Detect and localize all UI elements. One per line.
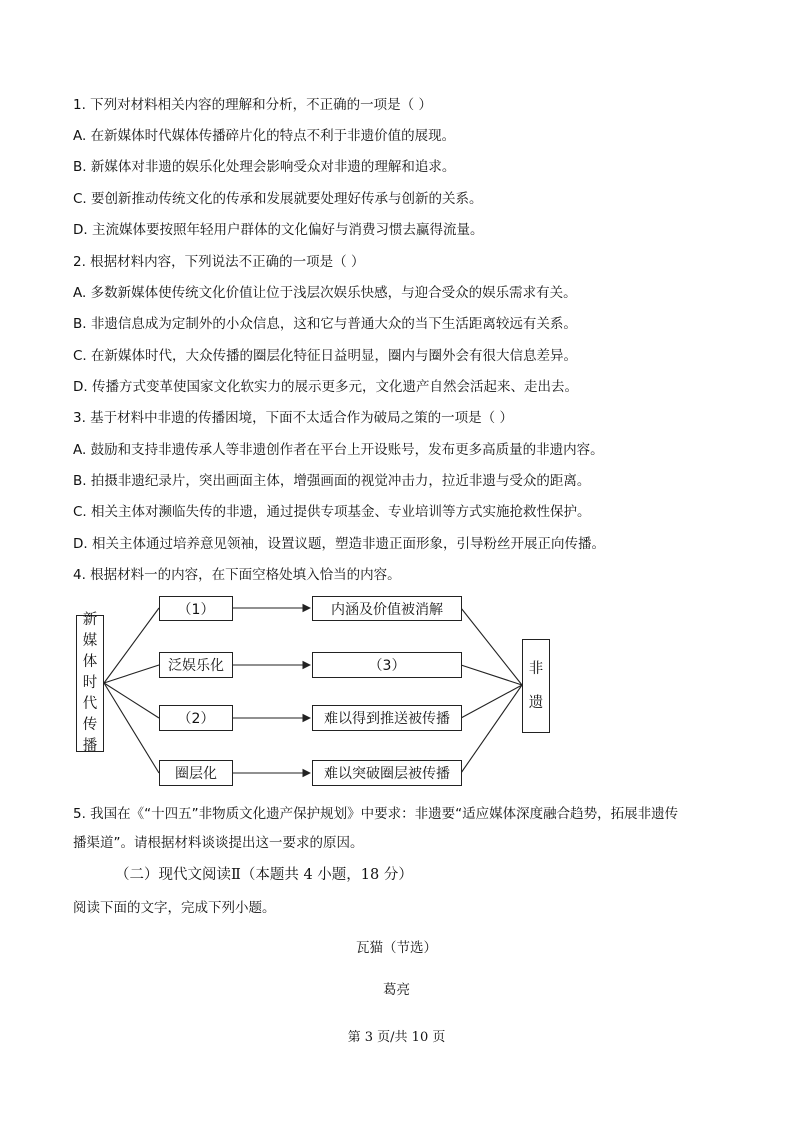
section-instruction: 阅读下面的文字，完成下列小题。 (73, 900, 276, 916)
cause-box-1 (159, 596, 233, 621)
fan-line-2 (104, 665, 159, 683)
fan-in-line-1 (461, 608, 522, 685)
q3-option-b: B. 拍摄非遗纪录片，突出画面主体，增强画面的视觉冲击力，拉近非遗与受众的距离。 (73, 473, 591, 489)
effect-box-3 (312, 705, 462, 731)
q1-stem: 1. 下列对材料相关内容的理解和分析，不正确的一项是（ ） (73, 97, 432, 113)
q1-option-d: D. 主流媒体要按照年轻用户群体的文化偏好与消费习惯去赢得流量。 (73, 222, 484, 238)
section-title: （二）现代文阅读Ⅱ（本题共 4 小题，18 分） (115, 867, 413, 883)
q3-option-d: D. 相关主体通过培养意见领袖，设置议题，塑造非遗正面形象，引导粉丝开展正向传播。 (73, 536, 605, 552)
q2-stem: 2. 根据材料内容，下列说法不正确的一项是（ ） (73, 254, 365, 270)
fan-in-line-3 (461, 685, 522, 718)
fan-in-line-2 (461, 665, 522, 685)
left-label-box (76, 612, 104, 754)
q5-line-2: 播渠道”。请根据材料谈谈提出这一要求的原因。 (73, 835, 364, 851)
cause-box-3 (159, 705, 233, 731)
q2-option-a: A. 多数新媒体使传统文化价值让位于浅层次娱乐快感，与迎合受众的娱乐需求有关。 (73, 285, 577, 301)
q1-option-b: B. 新媒体对非遗的娱乐化处理会影响受众对非遗的理解和追求。 (73, 159, 456, 175)
effect-3-text: 难以得到推送被传播 (324, 711, 450, 727)
q3-option-a: A. 鼓励和支持非遗传承人等非遗创作者在平台上开设账号，发布更多高质量的非遗内容。 (73, 442, 604, 458)
cause-box-2 (159, 652, 233, 678)
q4-stem: 4. 根据材料一的内容，在下面空格处填入恰当的内容。 (73, 567, 401, 583)
q2-option-d: D. 传播方式变革使国家文化软实力的展示更多元，文化遗产自然会活起来、走出去。 (73, 379, 578, 395)
left-char-7: 播 (82, 738, 98, 754)
page-footer: 第 3 页/共 10 页 (347, 1030, 446, 1045)
left-char-1: 新 (82, 612, 98, 628)
fan-in-line-4 (461, 685, 522, 773)
q3-option-c: C. 相关主体对濒临失传的非遗，通过提供专项基金、专业培训等方式实施抢救性保护。 (73, 504, 591, 520)
q2-option-b: B. 非遗信息成为定制外的小众信息，这和它与普通大众的当下生活距离较远有关系。 (73, 316, 577, 332)
fan-line-4 (104, 683, 159, 773)
fan-line-1 (104, 608, 159, 683)
cause-box-4 (159, 760, 233, 786)
effect-box-2 (312, 652, 462, 678)
article-title: 瓦猫（节选） (356, 940, 437, 956)
effect-box-1 (312, 596, 462, 621)
fan-line-3 (104, 683, 159, 718)
effect-4-text: 难以突破圈层被传播 (324, 766, 450, 782)
article-author: 葛亮 (383, 982, 410, 998)
diagram-connectors (73, 593, 553, 788)
cause-3-text: （2） (177, 711, 215, 727)
cause-2-text: 泛娱乐化 (168, 658, 224, 674)
q1-option-c: C. 要创新推动传统文化的传承和发展就要处理好传承与创新的关系。 (73, 191, 483, 207)
right-label-box (522, 639, 550, 733)
left-char-3: 体 (82, 654, 98, 670)
cause-4-text: 圈层化 (175, 766, 217, 782)
left-char-6: 传 (82, 717, 98, 733)
effect-1-text: 内涵及价值被消解 (331, 601, 443, 618)
left-char-5: 代 (82, 696, 98, 712)
q1-option-a: A. 在新媒体时代媒体传播碎片化的特点不利于非遗价值的展现。 (73, 128, 456, 144)
cause-1-text: （1） (177, 601, 215, 618)
q2-option-c: C. 在新媒体时代，大众传播的圈层化特征日益明显，圈内与圈外会有很大信息差异。 (73, 348, 578, 364)
effect-box-4 (312, 760, 462, 786)
right-char-2: 遗 (528, 695, 544, 711)
left-char-2: 媒 (82, 633, 98, 649)
q3-stem: 3. 基于材料中非遗的传播困境，下面不太适合作为破局之策的一项是（ ） (73, 410, 513, 426)
effect-2-text: （3） (368, 658, 406, 674)
right-char-1: 非 (528, 661, 544, 677)
left-char-4: 时 (82, 675, 98, 691)
flow-diagram (73, 593, 553, 788)
q5-line-1: 5. 我国在《“十四五”非物质文化遗产保护规划》中要求：非遗要“适应媒体深度融合趋势，拓展非遗传 (73, 806, 679, 822)
